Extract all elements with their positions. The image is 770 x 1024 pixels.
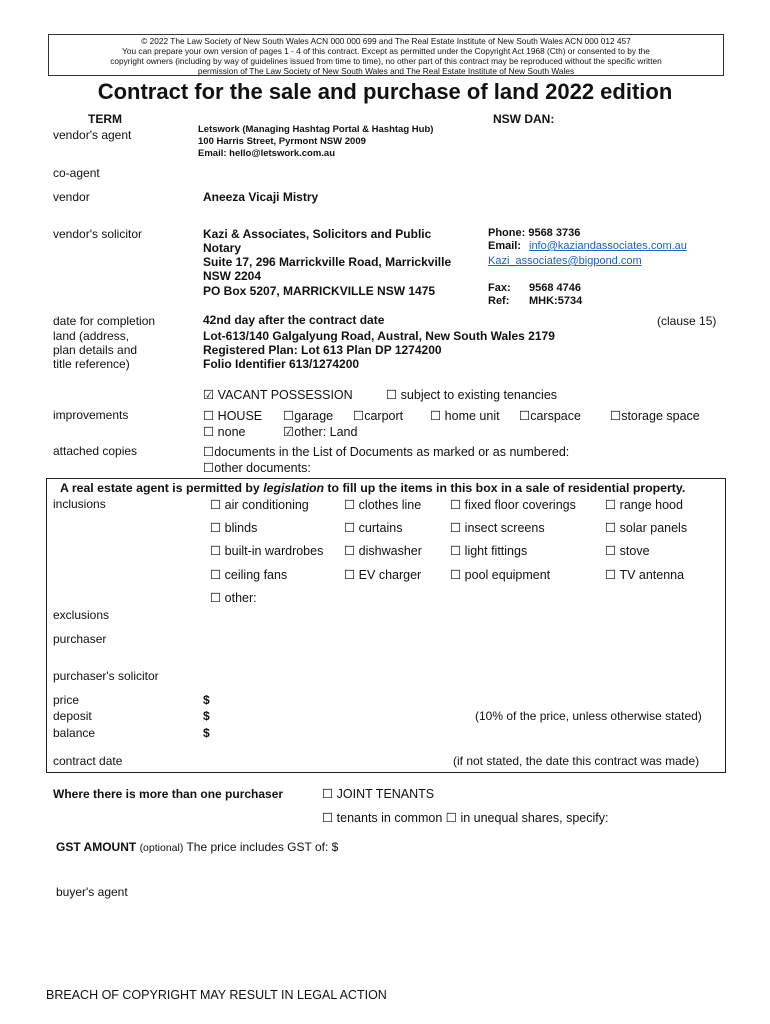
- exclusions-label: exclusions: [53, 608, 110, 622]
- gst-text: The price includes GST of: $: [186, 840, 339, 854]
- storage-space-checkbox[interactable]: ☐storage space: [610, 409, 700, 423]
- completion-clause: (clause 15): [657, 314, 717, 328]
- agent-box-heading: A real estate agent is permitted by legislation to fill up the items in this box in a sale of residential property.: [60, 481, 686, 495]
- purchasers-solicitor-label: purchaser's solicitor: [53, 669, 159, 683]
- buyers-agent-label: buyer's agent: [56, 885, 128, 899]
- solicitor-ref: MHK:5734: [529, 295, 583, 307]
- land-line-2: Registered Plan: Lot 613 Plan DP 1274200: [203, 343, 442, 357]
- land-label-1: land (address,: [53, 329, 130, 343]
- gst-label: GST AMOUNT: [56, 840, 137, 854]
- inclusion-checkbox[interactable]: ☐ clothes line: [344, 498, 422, 512]
- copyright-line-2: You can prepare your own version of pages 1 - 4 of this contract. Except as permitted under the Copyright Act 1968 (Cth) or consented to by the: [122, 46, 650, 56]
- solicitor-line-2: Notary: [203, 241, 242, 255]
- vendor-name: Aneeza Vicaji Mistry: [203, 190, 319, 204]
- inclusion-checkbox[interactable]: ☐ TV antenna: [605, 568, 685, 582]
- land-label-2: plan details and: [53, 343, 138, 357]
- land-line-1: Lot-613/140 Galgalyung Road, Austral, New South Wales 2179: [203, 329, 555, 343]
- inclusions-label: inclusions: [53, 497, 106, 511]
- inclusion-checkbox[interactable]: ☐ fixed floor coverings: [450, 498, 576, 512]
- inclusion-checkbox[interactable]: ☐ range hood: [605, 498, 683, 512]
- inclusion-checkbox[interactable]: ☐ light fittings: [450, 544, 528, 558]
- deposit-label: deposit: [53, 709, 92, 723]
- vendors-agent-line-2: 100 Harris Street, Pyrmont NSW 2009: [198, 136, 366, 147]
- vendors-agent-line-1: Letswork (Managing Hashtag Portal & Hashtag Hub): [198, 124, 434, 135]
- inclusion-checkbox[interactable]: ☐ curtains: [344, 521, 403, 535]
- balance-dollar: $: [203, 726, 210, 740]
- copyright-line-3: copyright owners (including by way of guidelines issued from time to time), no other part of this contract may be reproduced without the specific written: [110, 56, 662, 66]
- multiple-purchasers-label: Where there is more than one purchaser: [53, 787, 284, 801]
- documents-list-checkbox[interactable]: ☐documents in the List of Documents as marked or as numbered:: [203, 445, 570, 459]
- solicitor-line-3: Suite 17, 296 Marrickville Road, Marrickville: [203, 255, 452, 269]
- land-line-3: Folio Identifier 613/1274200: [203, 357, 360, 371]
- deposit-dollar: $: [203, 709, 210, 723]
- balance-label: balance: [53, 726, 96, 740]
- footer-copyright-warning: BREACH OF COPYRIGHT MAY RESULT IN LEGAL ACTION: [46, 988, 387, 1002]
- deposit-note: (10% of the price, unless otherwise stated): [475, 709, 702, 723]
- solicitor-line-5: PO Box 5207, MARRICKVILLE NSW 1475: [203, 284, 436, 298]
- joint-tenants-checkbox[interactable]: ☐ JOINT TENANTS: [322, 787, 435, 801]
- term-header: TERM: [88, 112, 122, 126]
- solicitor-email-label: Email:: [488, 240, 522, 252]
- inclusion-checkbox[interactable]: ☐ dishwasher: [344, 544, 422, 558]
- inclusion-checkbox[interactable]: ☐ insect screens: [450, 521, 545, 535]
- improvements-label: improvements: [53, 408, 129, 422]
- vacant-possession-checkbox[interactable]: ☑ VACANT POSSESSION: [203, 388, 353, 402]
- copyright-notice: [48, 34, 724, 76]
- solicitor-ref-label: Ref:: [488, 295, 510, 307]
- vendors-solicitor-label: vendor's solicitor: [53, 227, 142, 241]
- inclusion-checkbox[interactable]: ☐ pool equipment: [450, 568, 551, 582]
- inclusions-other-checkbox[interactable]: ☐ other:: [210, 591, 257, 605]
- gst-row: [56, 840, 338, 854]
- vendors-agent-line-3: Email: hello@letswork.com.au: [198, 148, 336, 159]
- land-label-3: title reference): [53, 357, 130, 371]
- copyright-line-1: © 2022 The Law Society of New South Wales ACN 000 000 699 and The Real Estate Institute of New South Wales ACN 000 012 457: [141, 36, 631, 46]
- vendor-label: vendor: [53, 190, 90, 204]
- inclusion-checkbox[interactable]: ☐ built-in wardrobes: [210, 544, 324, 558]
- solicitor-fax-label: Fax:: [488, 282, 511, 294]
- inclusion-checkbox[interactable]: ☐ stove: [605, 544, 650, 558]
- garage-checkbox[interactable]: ☐garage: [283, 409, 334, 423]
- co-agent-label: co-agent: [53, 166, 100, 180]
- solicitor-email-link-2[interactable]: Kazi_associates@bigpond.com: [488, 255, 642, 267]
- page-title: Contract for the sale and purchase of land 2022 edition: [97, 79, 673, 104]
- solicitor-line-1: Kazi & Associates, Solicitors and Public: [203, 227, 432, 241]
- completion-label: date for completion: [53, 314, 156, 328]
- solicitor-phone: Phone: 9568 3736: [488, 227, 581, 239]
- carport-checkbox[interactable]: ☐carport: [353, 409, 404, 423]
- carspace-checkbox[interactable]: ☐carspace: [519, 409, 581, 423]
- contract-date-note: (if not stated, the date this contract was made): [453, 754, 700, 768]
- existing-tenancies-checkbox[interactable]: ☐ subject to existing tenancies: [386, 388, 558, 402]
- inclusion-checkbox[interactable]: ☐ ceiling fans: [210, 568, 288, 582]
- attached-copies-label: attached copies: [53, 444, 138, 458]
- house-checkbox[interactable]: ☐ HOUSE: [203, 409, 263, 423]
- gst-optional: (optional): [139, 842, 184, 854]
- none-checkbox[interactable]: ☐ none: [203, 425, 246, 439]
- home-unit-checkbox[interactable]: ☐ home unit: [430, 409, 500, 423]
- inclusion-checkbox[interactable]: ☐ blinds: [210, 521, 258, 535]
- solicitor-email-link-1[interactable]: info@kaziandassociates.com.au: [529, 240, 687, 252]
- inclusion-checkbox[interactable]: ☐ solar panels: [605, 521, 688, 535]
- completion-value: 42nd day after the contract date: [203, 313, 385, 327]
- purchaser-label: purchaser: [53, 632, 107, 646]
- inclusion-checkbox[interactable]: ☐ EV charger: [344, 568, 422, 582]
- nsw-dan-header: NSW DAN:: [493, 112, 555, 126]
- tenants-in-common-checkbox[interactable]: ☐ tenants in common ☐ in unequal shares, specify:: [322, 811, 609, 825]
- copyright-line-4: permission of The Law Society of New South Wales and The Real Estate Institute of New South Wales: [197, 66, 575, 76]
- solicitor-fax: 9568 4746: [529, 282, 581, 294]
- vendors-agent-label: vendor's agent: [53, 128, 132, 142]
- solicitor-line-4: NSW 2204: [203, 269, 262, 283]
- inclusion-checkbox[interactable]: ☐ air conditioning: [210, 498, 309, 512]
- contract-date-label: contract date: [53, 754, 123, 768]
- other-documents-checkbox[interactable]: ☐other documents:: [203, 461, 311, 475]
- price-dollar: $: [203, 693, 210, 707]
- price-label: price: [53, 693, 80, 707]
- other-land-checkbox[interactable]: ☑other: Land: [283, 425, 358, 439]
